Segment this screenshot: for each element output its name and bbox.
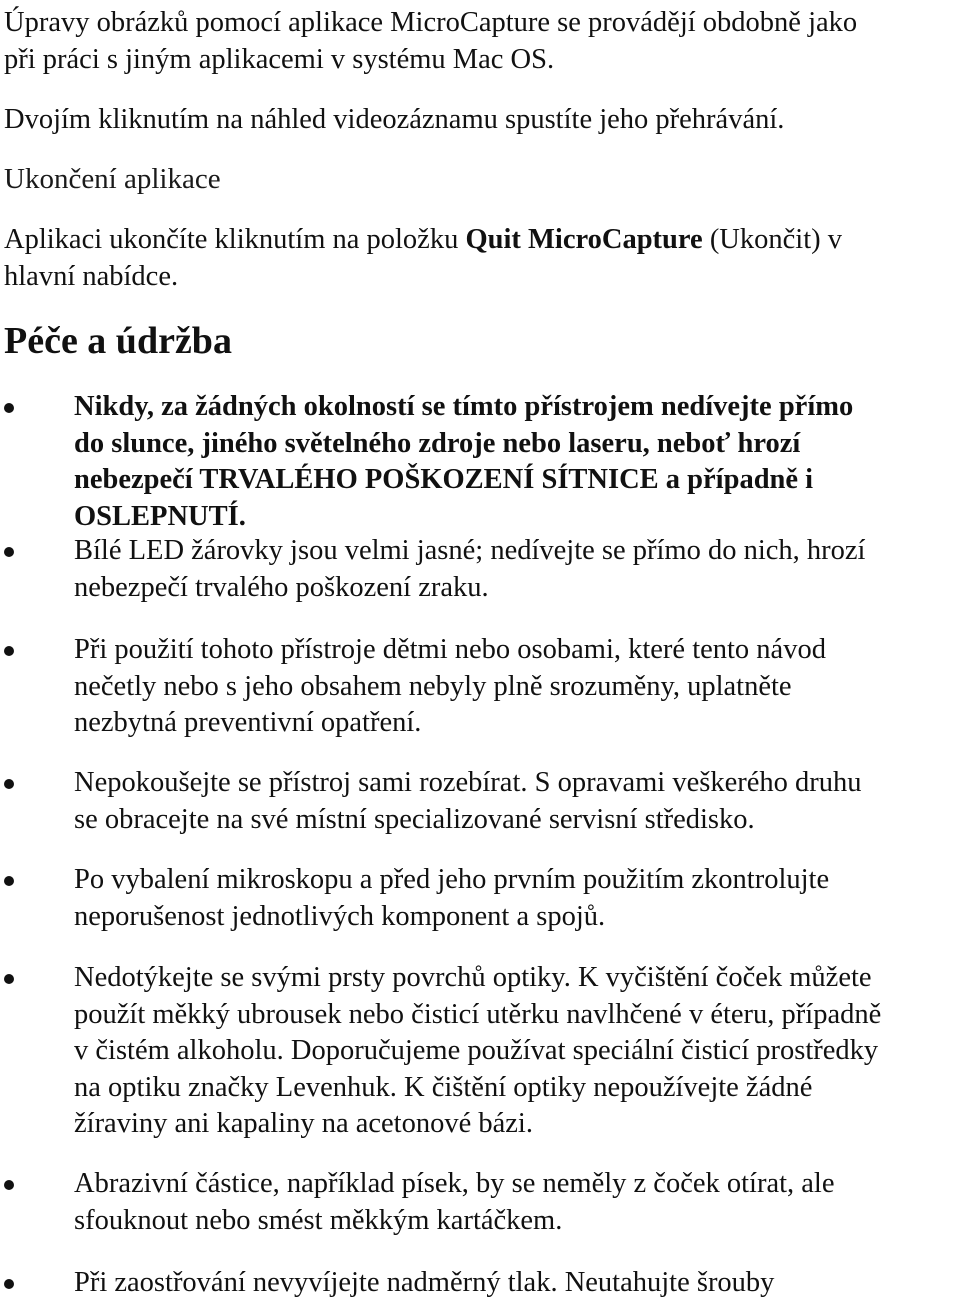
care-bullet-line: Při použití tohoto přístroje dětmi nebo osobami, které tento návod xyxy=(74,634,826,665)
care-bullet-text xyxy=(74,960,954,1143)
care-bullet-line: v čistém alkoholu. Doporučujeme používat speciální čisticí prostředky xyxy=(74,1035,879,1066)
care-bullet-line: Nikdy, za žádných okolností se tímto přístrojem nedívejte přímo xyxy=(74,391,854,422)
care-bullet-text xyxy=(74,533,954,606)
care-bullet-line: neporušenost jednotlivých komponent a spojů. xyxy=(74,900,606,932)
care-bullet-line: Abrazivní částice, například písek, by se neměly z čoček otírat, ale xyxy=(74,1168,835,1199)
care-bullet-line: sfouknout nebo smést měkkým kartáčkem. xyxy=(74,1204,563,1236)
intro-line-1: Úpravy obrázků pomocí aplikace MicroCapture se provádějí obdobně jako xyxy=(4,7,858,38)
quit-text-after: (Ukončit) v xyxy=(702,224,842,255)
care-bullet-text xyxy=(74,632,954,742)
playback-paragraph: Dvojím kliknutím na náhled videozáznamu spustíte jeho přehrávání. xyxy=(4,104,785,135)
care-heading: Péče a údržba xyxy=(4,320,232,362)
bullet-dot-icon xyxy=(4,779,14,789)
care-bullet-line: na optiku značky Levenhuk. K čištění optiky nepoužívejte žádné xyxy=(74,1071,813,1103)
bullet-dot-icon xyxy=(4,1180,14,1190)
quit-text-before: Aplikaci ukončíte kliknutím na položku xyxy=(4,224,466,255)
care-bullet-line: použít měkký ubrousek nebo čisticí utěrku navlhčené v éteru, případně xyxy=(74,998,882,1030)
care-bullet-text xyxy=(74,862,954,935)
care-bullet-text xyxy=(74,389,954,535)
quit-heading: Ukončení aplikace xyxy=(4,163,221,195)
care-bullet-line: Nedotýkejte se svými prsty povrchů optiky. K vyčištění čoček můžete xyxy=(74,962,872,993)
quit-menu-item: Quit MicroCapture xyxy=(465,224,703,255)
intro-line-2: při práci s jiným aplikacemi v systému Mac OS. xyxy=(4,44,555,75)
care-bullet-text xyxy=(74,765,954,838)
care-bullet-line: Po vybalení mikroskopu a před jeho prvním použitím zkontrolujte xyxy=(74,864,830,895)
bullet-dot-icon xyxy=(4,547,14,557)
care-bullet-line: nebezpečí TRVALÉHO POŠKOZENÍ SÍTNICE a případně i xyxy=(74,464,814,495)
care-bullet-line: nebezpečí trvalého poškození zraku. xyxy=(74,571,489,603)
bullet-dot-icon xyxy=(4,403,14,413)
care-bullet-line: žíraviny ani kapaliny na acetonové bázi. xyxy=(74,1108,533,1139)
bullet-dot-icon xyxy=(4,1279,14,1289)
quit-paragraph-line-2: hlavní nabídce. xyxy=(4,261,179,292)
care-bullet-text xyxy=(74,1166,954,1239)
quit-paragraph-line-1 xyxy=(4,221,954,258)
care-bullet-line: nezbytná preventivní opatření. xyxy=(74,707,422,738)
bullet-dot-icon xyxy=(4,646,14,656)
care-bullet-line: nečetly nebo s jeho obsahem nebyly plně srozuměny, uplatněte xyxy=(74,670,792,702)
bullet-dot-icon xyxy=(4,974,14,984)
care-bullet-line: Při zaostřování nevyvíjejte nadměrný tlak. Neutahujte šrouby xyxy=(74,1267,775,1298)
care-bullet-line: Bílé LED žárovky jsou velmi jasné; nedívejte se přímo do nich, hrozí xyxy=(74,535,866,566)
care-bullet-line: se obracejte na své místní specializované servisní středisko. xyxy=(74,803,755,835)
bullet-dot-icon xyxy=(4,876,14,886)
care-bullet-line: do slunce, jiného světelného zdroje nebo laseru, neboť hrozí xyxy=(74,427,801,459)
care-bullet-line: OSLEPNUTÍ. xyxy=(74,500,246,532)
care-bullet-text xyxy=(74,1265,954,1302)
care-bullet-line: Nepokoušejte se přístroj sami rozebírat. S opravami veškerého druhu xyxy=(74,767,862,798)
